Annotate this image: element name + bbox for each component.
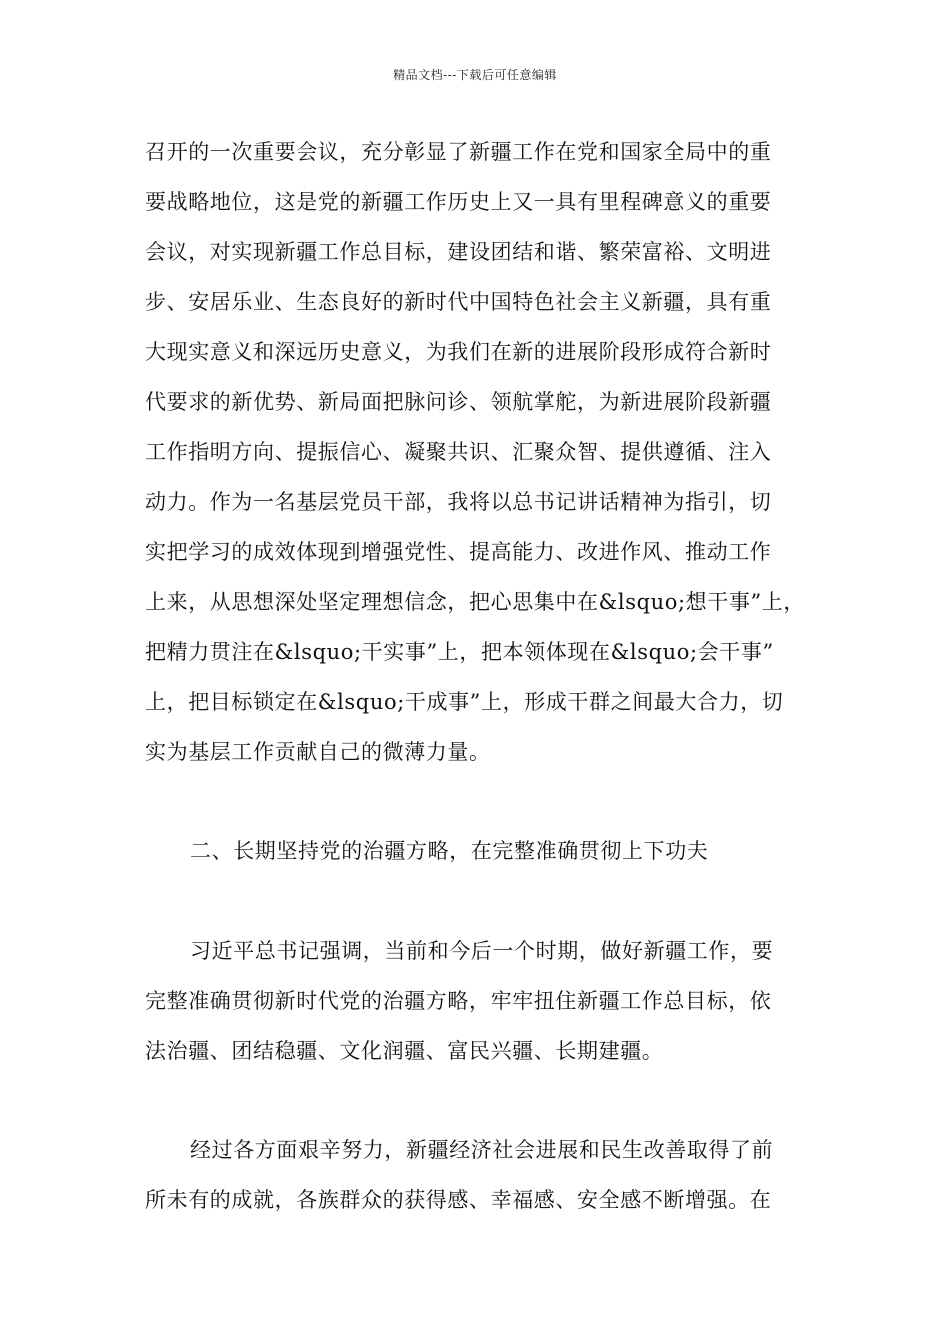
paragraph-line: 习近平总书记强调，当前和今后一个时期，做好新疆工作，要	[190, 939, 774, 963]
paragraph-line: 步、安居乐业、生态良好的新时代中国特色社会主义新疆，具有重	[145, 290, 772, 314]
paragraph-line: 法治疆、团结稳疆、文化润疆、富民兴疆、长期建疆。	[145, 1039, 664, 1063]
paragraph-line: 大现实意义和深远历史意义，为我们在新的进展阶段形成符合新时	[145, 340, 772, 364]
paragraph-line: 工作指明方向、提振信心、凝聚共识、汇聚众智、提供遵循、注入	[145, 440, 772, 464]
paragraph-line: 会议，对实现新疆工作总目标，建设团结和谐、繁荣富裕、文明进	[145, 240, 772, 264]
paragraph-line: 上，把目标锁定在&lsquo;干成事”上，形成干群之间最大合力，切	[145, 690, 784, 714]
section-heading: 二、长期坚持党的治疆方略，在完整准确贯彻上下功夫	[190, 839, 709, 863]
paragraph-line: 代要求的新优势、新局面把脉问诊、领航掌舵，为新进展阶段新疆	[145, 390, 772, 414]
paragraph-line: 召开的一次重要会议，充分彰显了新疆工作在党和国家全局中的重	[145, 140, 772, 164]
page-header: 精品文档---下载后可任意编辑	[393, 68, 557, 82]
paragraph-line: 实为基层工作贡献自己的微薄力量。	[145, 740, 491, 764]
paragraph-line: 把精力贯注在&lsquo;干实事”上，把本领体现在&lsquo;会干事”	[145, 640, 774, 664]
paragraph-line: 所未有的成就，各族群众的获得感、幸福感、安全感不断增强。在	[145, 1188, 772, 1212]
paragraph-line: 上来，从思想深处坚定理想信念，把心思集中在&lsquo;想干事”上，	[145, 590, 806, 614]
paragraph-line: 动力。作为一名基层党员干部，我将以总书记讲话精神为指引，切	[145, 490, 772, 514]
paragraph-line: 完整准确贯彻新时代党的治疆方略，牢牢扭住新疆工作总目标，依	[145, 989, 772, 1013]
paragraph-line: 实把学习的成效体现到增强党性、提高能力、改进作风、推动工作	[145, 540, 772, 564]
paragraph-line: 经过各方面艰辛努力，新疆经济社会进展和民生改善取得了前	[190, 1138, 774, 1162]
paragraph-line: 要战略地位，这是党的新疆工作历史上又一具有里程碑意义的重要	[145, 190, 772, 214]
